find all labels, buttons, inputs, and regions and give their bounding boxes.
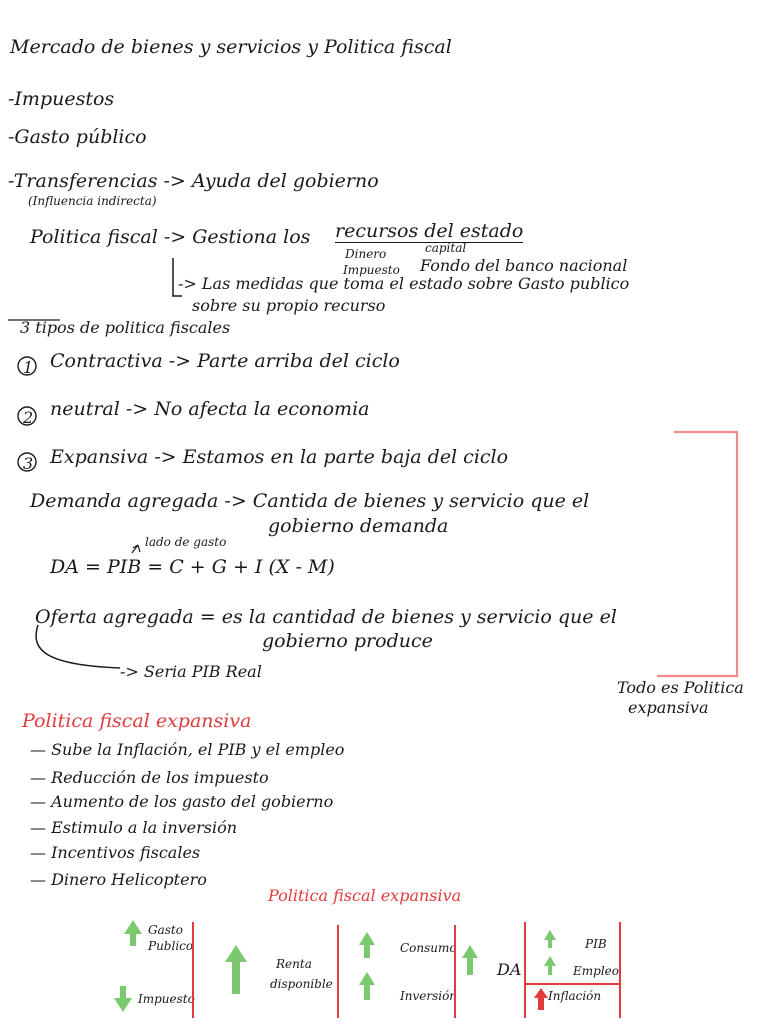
fondo-label: Fondo del banco nacional <box>420 256 628 275</box>
expansiva-bullet: — Aumento de los gasto del gobierno <box>30 792 334 811</box>
tipo-contractiva: Contractiva -> Parte arriba del ciclo <box>50 350 400 372</box>
transferencias-note: (Influencia indirecta) <box>28 194 157 208</box>
da-label: DA <box>497 960 522 979</box>
gasto-label-1: Gasto <box>148 923 183 937</box>
inflacion-label: Inflación <box>548 989 602 1003</box>
inflacion-up-arrow-icon <box>534 988 548 1010</box>
tipo-number-3: 3 <box>23 454 34 473</box>
consumo-label: Consumo <box>400 941 457 955</box>
red-bracket <box>657 432 737 676</box>
diagram-heading: Politica fiscal expansiva <box>268 886 462 905</box>
renta-label-1: Renta <box>276 957 312 971</box>
consumo-up-arrow-icon <box>359 932 375 958</box>
da-formula: DA = PIB = C + G + I (X - M) <box>50 556 335 578</box>
inversion-label: Inversión <box>400 989 458 1003</box>
da-up-arrow-icon <box>462 945 478 975</box>
oferta-line-2: gobierno produce <box>262 630 433 652</box>
expansiva-bullet: — Incentivos fiscales <box>30 843 201 862</box>
gasto-up-arrow-icon <box>124 920 142 946</box>
pib-label: PIB <box>585 937 607 951</box>
demanda-line-1: Demanda agregada -> Cantida de bienes y servicio que el <box>30 490 590 512</box>
oferta-curve <box>36 625 120 668</box>
impuesto-label: Impuesto <box>343 263 400 277</box>
item-impuestos: -Impuestos <box>8 88 115 110</box>
seria-pib: -> Seria PIB Real <box>120 662 262 681</box>
circle-3 <box>18 453 36 471</box>
expansiva-bullet: — Estimulo a la inversión <box>30 818 238 837</box>
tipo-neutral: neutral -> No afecta la economia <box>50 398 370 420</box>
lado-arrow <box>132 545 140 553</box>
politica-bracket <box>173 258 182 296</box>
dinero-label: Dinero <box>345 247 387 261</box>
lado-gasto-note: lado de gasto <box>145 535 227 549</box>
inversion-up-arrow-icon <box>359 972 375 1000</box>
expansiva-bullet: — Dinero Helicoptero <box>30 870 207 889</box>
medidas-line-2: sobre su propio recurso <box>192 296 386 315</box>
demanda-line-2: gobierno demanda <box>268 515 449 537</box>
empleo-label: Empleo <box>573 964 619 978</box>
page-title: Mercado de bienes y servicios y Politica fiscal <box>10 36 452 58</box>
tipo-number-2: 2 <box>23 408 34 427</box>
expansiva-bullet: — Reducción de los impuesto <box>30 768 269 787</box>
impuesto-diagram-label: Impuesto <box>138 992 195 1006</box>
side-note-line-1: Todo es Politica <box>617 678 744 697</box>
gasto-label-2: Publico <box>148 939 194 953</box>
capital-label: capital <box>425 241 467 255</box>
item-gasto: -Gasto público <box>8 126 147 148</box>
circle-2 <box>18 407 36 425</box>
impuesto-down-arrow-icon <box>114 986 132 1012</box>
tipos-heading: 3 tipos de politica fiscales <box>20 318 231 337</box>
side-note-line-2: expansiva <box>628 698 709 717</box>
item-transferencias: -Transferencias -> Ayuda del gobierno <box>8 170 379 192</box>
circle-1 <box>18 357 36 375</box>
renta-up-arrow-icon <box>225 945 247 994</box>
renta-label-2: disponible <box>270 977 333 991</box>
recursos-label: recursos del estado <box>335 220 524 242</box>
expansiva-bullet: — Sube la Inflación, el PIB y el empleo <box>30 740 345 759</box>
tipo-number-1: 1 <box>23 358 34 377</box>
oferta-line-1: Oferta agregada = es la cantidad de bienes y servicio que el <box>35 606 617 628</box>
medidas-line-1: -> Las medidas que toma el estado sobre Gasto publico <box>178 274 630 293</box>
tipo-expansiva: Expansiva -> Estamos en la parte baja del ciclo <box>50 446 509 468</box>
politica-label: Politica fiscal -> Gestiona los <box>30 226 311 248</box>
green-arrows <box>114 920 556 1012</box>
empleo-up-arrow-icon <box>544 956 556 975</box>
pib-up-arrow-icon <box>544 930 556 948</box>
expansiva-heading: Politica fiscal expansiva <box>22 710 252 732</box>
